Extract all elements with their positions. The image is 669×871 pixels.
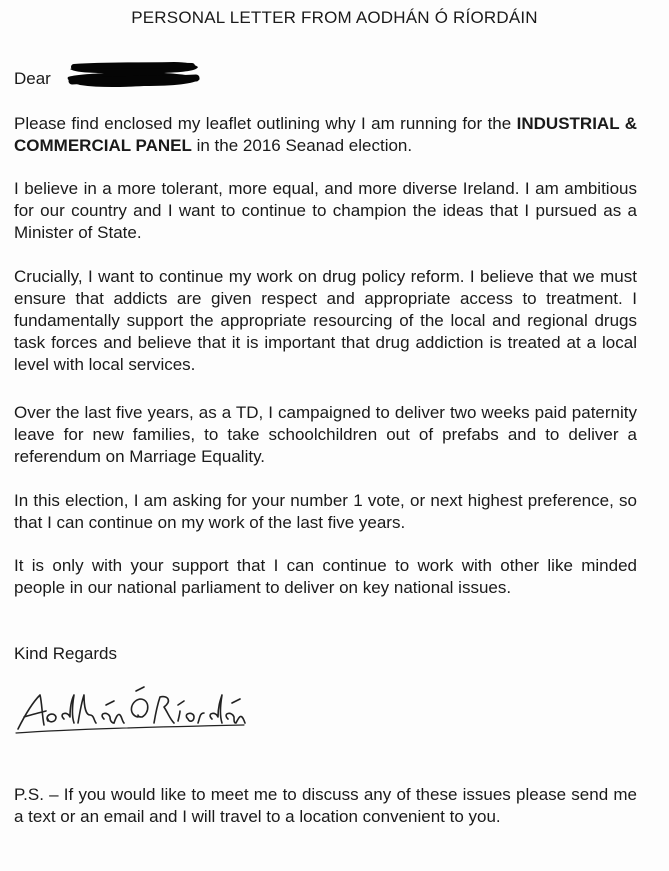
paragraph-beliefs: I believe in a more tolerant, more equal, and more diverse Ireland. I am ambitious for our country and I want to continue to champion the ideas that I pursued as a Minister of State. xyxy=(14,179,637,242)
paragraph-leaflet-text-end: in the 2016 Seanad election. xyxy=(191,136,413,155)
paragraph-leaflet-text-start: Please find enclosed my leaflet outlining why I am running for the xyxy=(14,114,517,133)
letter-heading: PERSONAL LETTER FROM AODHÁN Ó RÍORDÁIN xyxy=(131,8,538,27)
paragraph-leaflet xyxy=(14,113,637,157)
paragraph-drug-policy: Crucially, I want to continue my work on drug policy reform. I believe that we must ensure that addicts are given respect and appropriate access to treatment. I fundamentally support the appropriate resourcing of the local and regional drugs task forces and believe that it is important that drug addiction is treated at a local level with local services. xyxy=(14,267,637,374)
panel-name: INDUSTRIAL & COMMERCIAL PANEL xyxy=(14,114,637,155)
salutation: Dear xyxy=(14,69,51,88)
handwritten-signature xyxy=(14,683,246,739)
sign-off: Kind Regards xyxy=(14,644,118,663)
postscript: P.S. – If you would like to meet me to discuss any of these issues please send me a text or an email and I will travel to a location convenient to you. xyxy=(14,785,637,826)
paragraph-vote-request: In this election, I am asking for your number 1 vote, or next highest preference, so that I can continue on my work of the last five years. xyxy=(14,491,637,532)
paragraph-support: It is only with your support that I can continue to work with other like minded people in our national parliament to deliver on key national issues. xyxy=(14,556,637,597)
redacted-recipient-name xyxy=(64,57,202,91)
paragraph-record: Over the last five years, as a TD, I campaigned to deliver two weeks paid paternity leave for new families, to take schoolchildren out of prefabs and to deliver a referendum on Marriage Equality. xyxy=(14,403,637,466)
